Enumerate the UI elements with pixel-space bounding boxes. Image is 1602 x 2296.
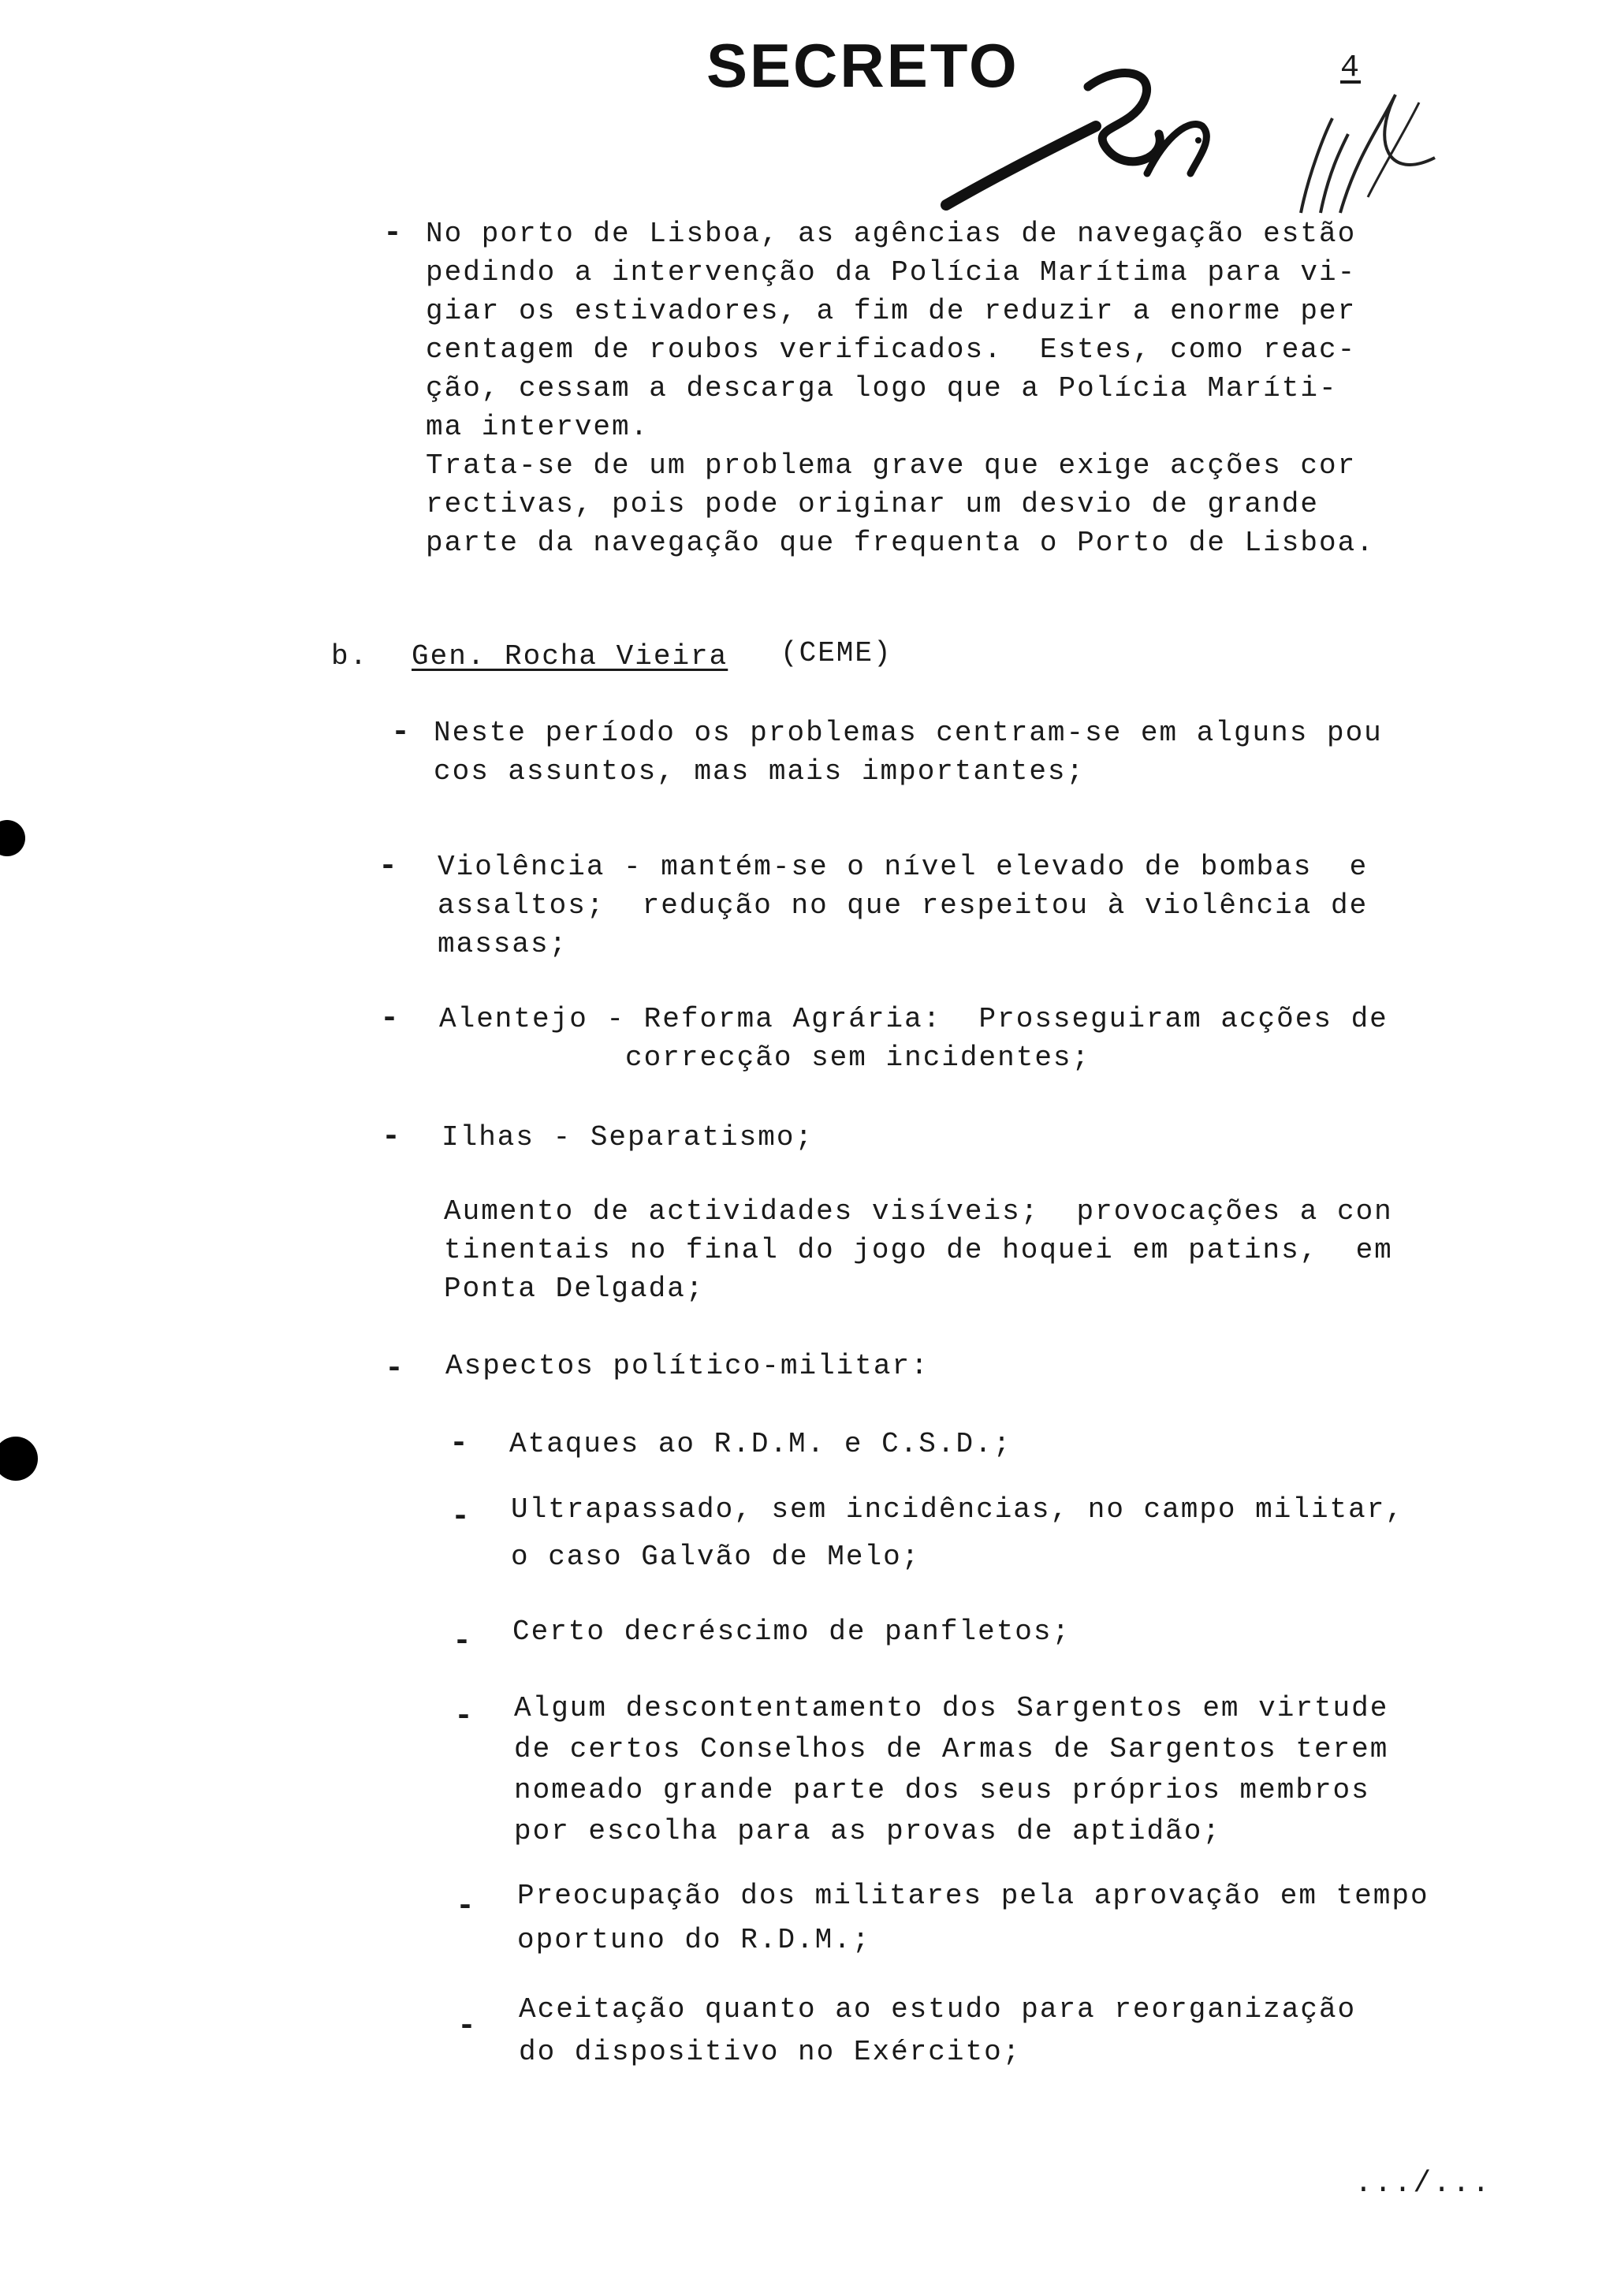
list-item-line: Ultrapassado, sem incidências, no campo militar,: [511, 1493, 1404, 1526]
list-item-line: nomeado grande parte dos seus próprios membros: [514, 1774, 1370, 1806]
paragraph-line: tinentais no final do jogo de hoquei em patins, em: [444, 1234, 1393, 1266]
list-item-line: Neste período os problemas centram-se em alguns pou: [434, 717, 1383, 749]
bullet-dash: -: [383, 216, 404, 252]
bullet-dash: -: [385, 1351, 406, 1387]
classification-stamp: SECRETO: [706, 31, 1019, 100]
paragraph-line: Aumento de actividades visíveis; provocações a con: [444, 1195, 1393, 1228]
bullet-dash: -: [449, 1426, 471, 1462]
bullet-dash: -: [451, 1500, 472, 1535]
list-item-line: do dispositivo no Exército;: [519, 2036, 1022, 2068]
page-number: 4: [1340, 50, 1362, 86]
bullet-dash: -: [391, 715, 412, 751]
section-letter: b.: [331, 640, 369, 673]
bullet-dash: -: [453, 1624, 474, 1660]
paragraph-line: centagem de roubos verificados. Estes, como reac-: [426, 334, 1357, 366]
bullet-dash: -: [454, 1699, 475, 1735]
paragraph-line: parte da navegação que frequenta o Porto de Lisboa.: [426, 527, 1375, 559]
bullet-dash: -: [382, 1120, 403, 1155]
list-item-line: cos assuntos, mas mais importantes;: [434, 755, 1086, 788]
punch-hole-top: [0, 820, 25, 856]
paragraph-line: giar os estivadores, a fim de reduzir a enorme per: [426, 295, 1357, 327]
paragraph-line: Trata-se de um problema grave que exige acções cor: [426, 449, 1357, 482]
list-item-line: massas;: [438, 928, 568, 960]
list-item-line: o caso Galvão de Melo;: [511, 1541, 921, 1573]
bullet-dash: -: [457, 2009, 479, 2044]
list-item-line: Violência - mantém-se o nível elevado de bombas e: [438, 851, 1369, 883]
list-item-line: Ataques ao R.D.M. e C.S.D.;: [509, 1428, 1012, 1460]
continuation-mark: .../...: [1354, 2167, 1492, 2201]
section-heading-name: Gen. Rocha Vieira: [412, 640, 728, 673]
handwritten-initials: [930, 39, 1451, 244]
list-item-line: Preocupação dos militares pela aprovação em tempo: [517, 1880, 1429, 1912]
bullet-dash: -: [456, 1889, 477, 1925]
bullet-dash: -: [380, 1001, 401, 1037]
list-item-line: Algum descontentamento dos Sargentos em virtude: [514, 1692, 1389, 1724]
paragraph-line: Ponta Delgada;: [444, 1273, 705, 1305]
list-item-line: Aceitação quanto ao estudo para reorganização: [519, 1993, 1357, 2026]
bullet-dash: -: [378, 849, 400, 885]
punch-hole-bottom: [0, 1437, 38, 1481]
section-heading-role: (CEME): [781, 637, 892, 669]
paragraph-line: ção, cessam a descarga logo que a Polícia Maríti-: [426, 372, 1338, 404]
paragraph-line: No porto de Lisboa, as agências de navegação estão: [426, 218, 1357, 250]
list-item-line: assaltos; redução no que respeitou à violência de: [438, 889, 1369, 922]
paragraph-line: pedindo a intervenção da Polícia Marítima para vi-: [426, 256, 1357, 289]
subsection-heading: Aspectos político-militar:: [445, 1350, 930, 1382]
list-item-line: Ilhas - Separatismo;: [441, 1121, 814, 1154]
list-item-line: por escolha para as provas de aptidão;: [514, 1815, 1221, 1847]
list-item-line: correcção sem incidentes;: [439, 1042, 1091, 1074]
paragraph-line: rectivas, pois pode originar um desvio de grande: [426, 488, 1319, 520]
list-item-line: Certo decréscimo de panfletos;: [512, 1616, 1071, 1648]
list-item-line: oportuno do R.D.M.;: [517, 1924, 871, 1956]
paragraph-line: ma intervem.: [426, 411, 650, 443]
list-item-line: Alentejo - Reforma Agrária: Prosseguiram acções de: [439, 1003, 1388, 1035]
list-item-line: de certos Conselhos de Armas de Sargentos terem: [514, 1733, 1389, 1765]
